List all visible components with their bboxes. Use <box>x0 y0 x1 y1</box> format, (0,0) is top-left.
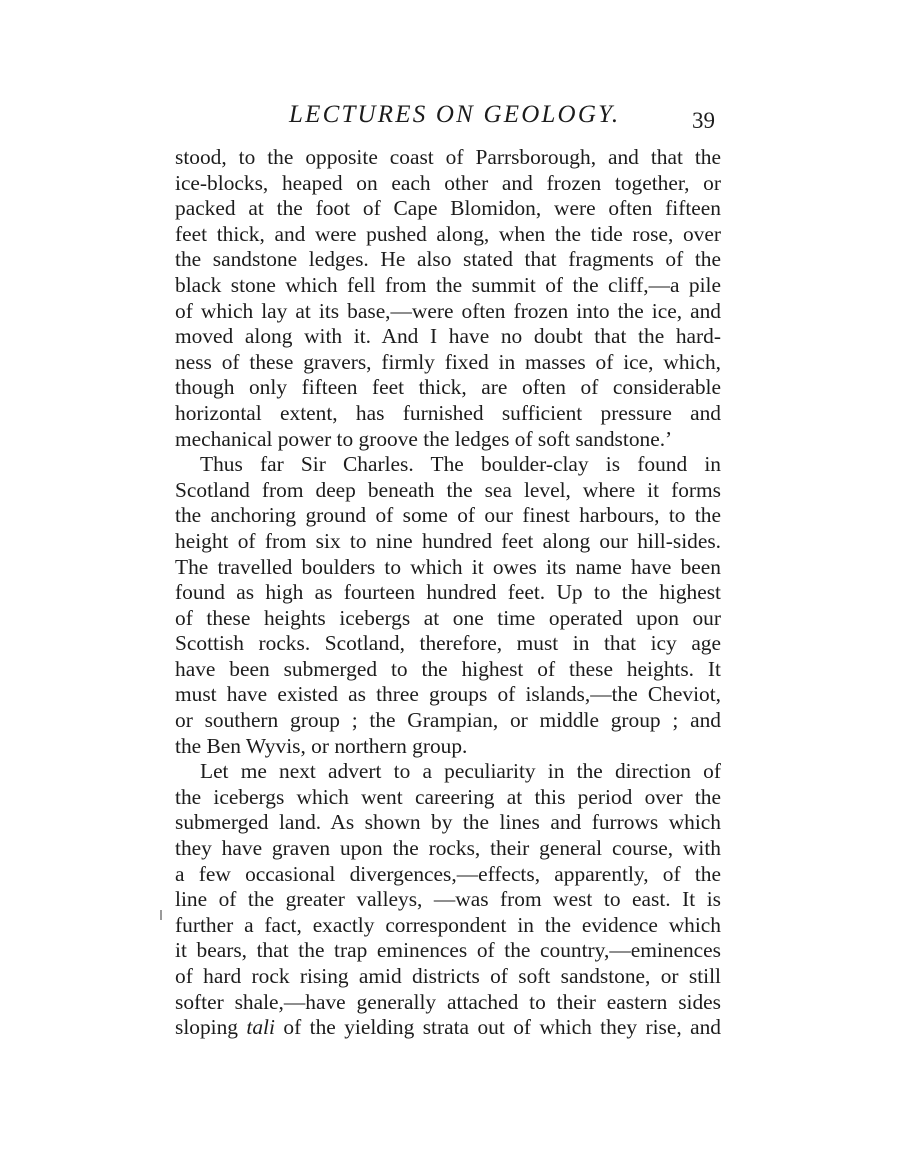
text-line: Scotland from deep beneath the sea level, where it forms <box>175 477 721 502</box>
paragraph-2 <box>175 452 721 759</box>
text-line: the sandstone ledges. He also stated that fragments of the <box>175 247 721 272</box>
text-line: black stone which fell from the summit of the cliff,—a pile <box>175 272 721 297</box>
running-title: LECTURES ON GEOLOGY. <box>289 101 621 128</box>
paragraph-1 <box>175 145 721 452</box>
text-line: height of from six to nine hundred feet along our hill-sides. <box>175 528 721 553</box>
text-line: ness of these gravers, firmly fixed in masses of ice, which, <box>175 349 721 374</box>
text-line: softer shale,—have generally attached to their eastern sides <box>175 989 721 1014</box>
text-line: line of the greater valleys, —was from west to east. It is <box>175 887 721 912</box>
margin-mark <box>160 910 162 920</box>
italic-word: tali <box>246 1015 275 1040</box>
text-line: stood, to the opposite coast of Parrsborough, and that the <box>175 145 721 169</box>
text-line: horizontal extent, has furnished sufficient pressure and <box>175 400 721 425</box>
paragraph-3 <box>175 759 721 1041</box>
text-line: or southern group ; the Grampian, or middle group ; and <box>175 708 721 733</box>
text-line: Thus far Sir Charles. The boulder-clay is found in <box>200 452 721 477</box>
text-line: submerged land. As shown by the lines and furrows which <box>175 810 721 835</box>
page-number: 39 <box>692 108 715 133</box>
text-line: have been submerged to the highest of these heights. It <box>175 656 721 681</box>
text-line: found as high as fourteen hundred feet. Up to the highest <box>175 580 721 605</box>
text-line: further a fact, exactly correspondent in the evidence which <box>175 912 721 937</box>
text-line: of these heights icebergs at one time operated upon our <box>175 605 721 630</box>
text-line: feet thick, and were pushed along, when the tide rose, over <box>175 221 721 246</box>
text-line: Let me next advert to a peculiarity in the direction of <box>200 759 721 784</box>
running-header <box>0 98 900 132</box>
text-line: the icebergs which went careering at this period over the <box>175 784 721 809</box>
text-line: must have existed as three groups of islands,—the Cheviot, <box>175 682 721 707</box>
text-line: Scottish rocks. Scotland, therefore, must in that icy age <box>175 631 721 656</box>
text-line: of hard rock rising amid districts of soft sandstone, or still <box>175 964 721 988</box>
text-line: they have graven upon the rocks, their general course, with <box>175 836 721 861</box>
text-line: it bears, that the trap eminences of the country,—eminences <box>175 938 721 963</box>
text-line: the Ben Wyvis, or northern group. <box>175 733 468 758</box>
text-line: packed at the foot of Cape Blomidon, were often fifteen <box>175 196 721 221</box>
text-line: the anchoring ground of some of our finest harbours, to the <box>175 503 721 528</box>
text-line: a few occasional divergences,—effects, apparently, of the <box>175 861 721 886</box>
body-text <box>175 145 721 1041</box>
text-line: though only fifteen feet thick, are often of considerable <box>175 375 721 400</box>
text-segment: sloping <box>175 1015 247 1040</box>
text-line: of which lay at its base,—were often frozen into the ice, and <box>175 298 721 323</box>
text-line: ice-blocks, heaped on each other and frozen together, or <box>175 170 721 195</box>
text-line: The travelled boulders to which it owes its name have been <box>175 554 721 579</box>
text-line-last <box>175 1015 721 1041</box>
text-segment: of the yielding strata out of which they rise, and <box>274 1015 721 1040</box>
text-line: moved along with it. And I have no doubt that the hard- <box>175 324 721 349</box>
text-line: mechanical power to groove the ledges of soft sandstone.’ <box>175 426 673 451</box>
